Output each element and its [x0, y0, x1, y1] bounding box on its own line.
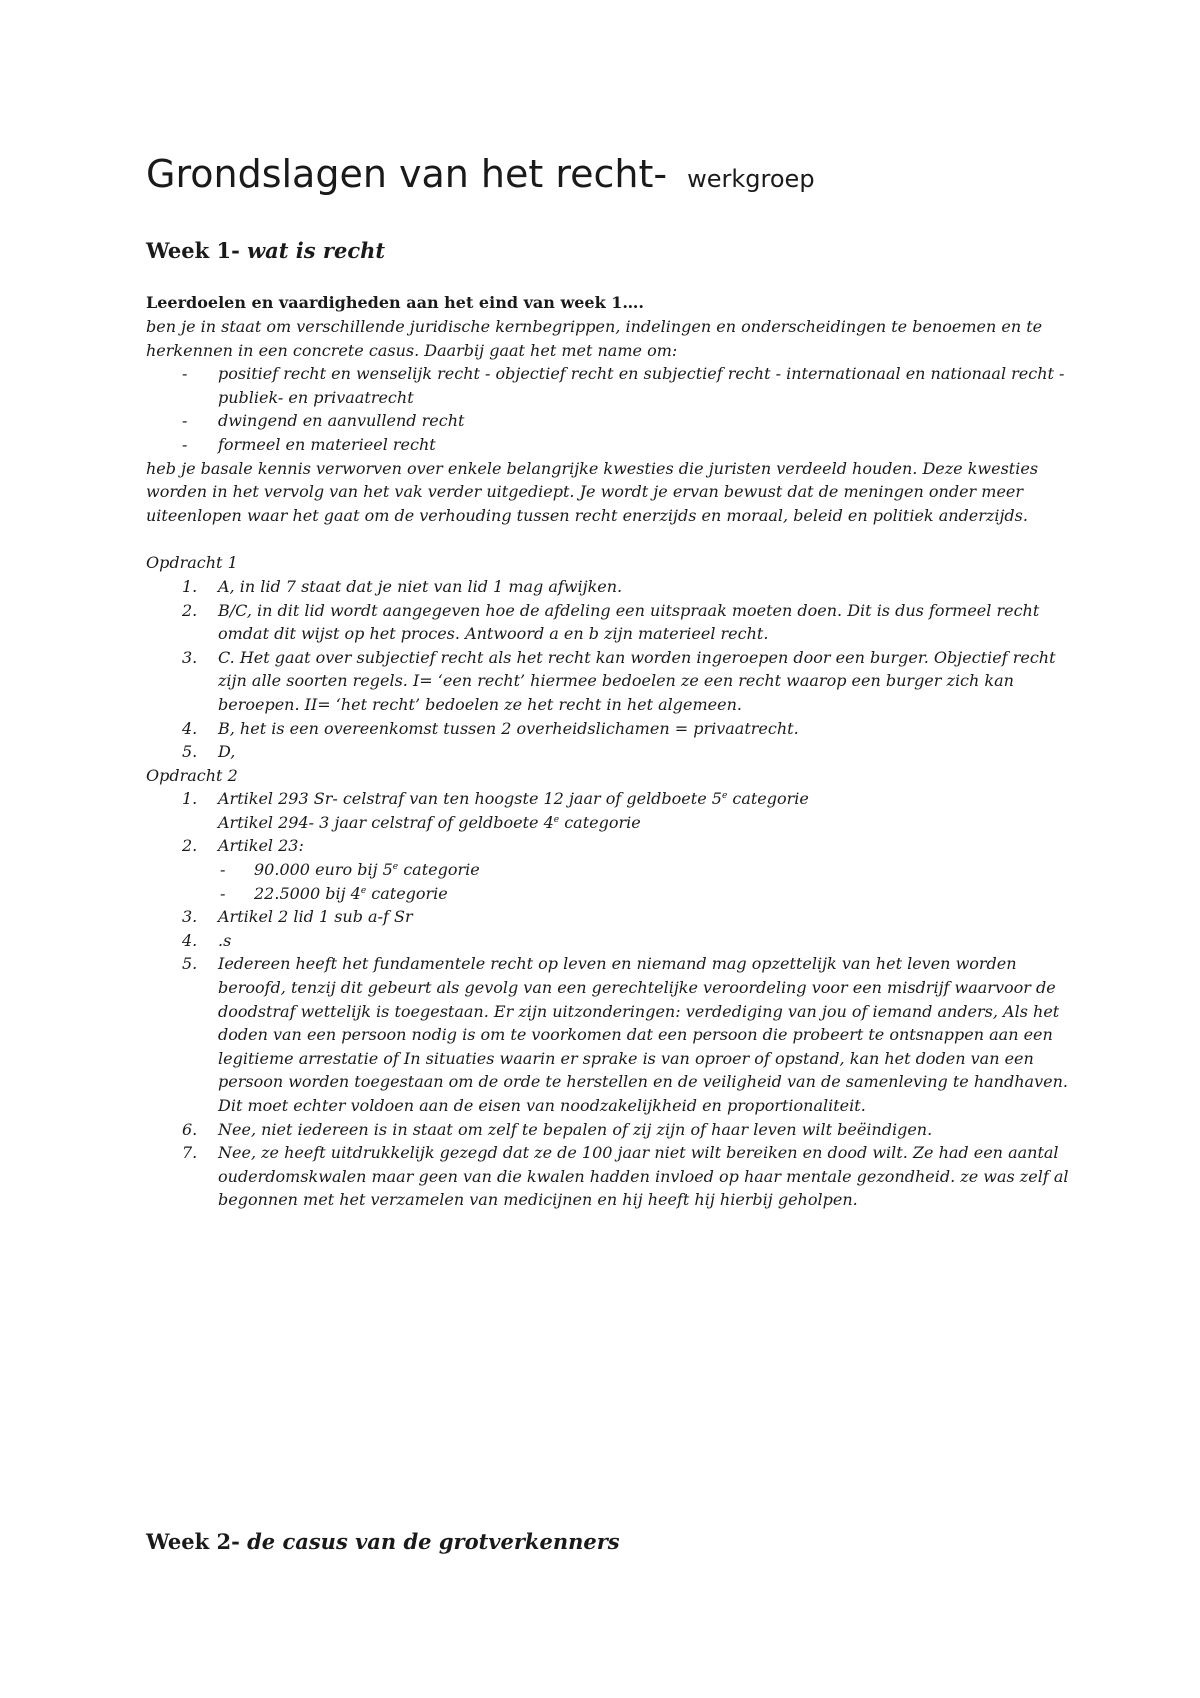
- title-main: Grondslagen van het recht-: [146, 152, 668, 196]
- item-text: Nee, ze heeft uitdrukkelijk gezegd dat ze de 100 jaar niet wilt bereiken en dood wilt. Ze had een aantal ouderdomskwalen maar geen van die kwalen hadden invloed op haar mentale gezondheid. ze was zelf al begonnen met het verzamelen van medicijnen en hij heeft hij hierbij geholpen.: [218, 1143, 1069, 1210]
- list-item: [182, 787, 1076, 834]
- week2-label: Week 2-: [146, 1529, 240, 1554]
- opdracht2-heading: Opdracht 2: [146, 765, 238, 785]
- list-item: [182, 1118, 1076, 1142]
- sub-list-item: [254, 882, 1076, 906]
- item-text: D,: [218, 742, 236, 762]
- superscript: e: [553, 814, 560, 825]
- list-item: [182, 717, 1076, 741]
- item-text: categorie: [559, 812, 641, 832]
- list-item: [182, 646, 1076, 717]
- item-text: .s: [218, 930, 232, 950]
- list-item: [182, 599, 1076, 646]
- superscript: e: [721, 791, 728, 802]
- list-item: [182, 1141, 1076, 1212]
- item-number: 4.: [182, 718, 198, 738]
- item-text: Artikel 293 Sr- celstraf van ten hoogste 12 jaar of geldboete 5: [218, 789, 722, 809]
- list-item: - dwingend en aanvullend recht: [218, 409, 1076, 433]
- list-item: [182, 905, 1076, 929]
- opdracht1-list: [146, 575, 1076, 764]
- item-number: 2.: [182, 600, 198, 620]
- opdracht1-heading: Opdracht 1: [146, 553, 238, 573]
- item-number: 1.: [182, 576, 198, 596]
- item-number: 3.: [182, 647, 198, 667]
- item-number: 3.: [182, 907, 198, 927]
- week2-topic: de casus van de grotverkenners: [247, 1529, 620, 1554]
- opdracht2-list: [146, 787, 1076, 1212]
- item-text: A, in lid 7 staat dat je niet van lid 1 mag afwijken.: [218, 576, 623, 596]
- week2-heading: [146, 1528, 620, 1556]
- item-text: Artikel 23:: [218, 836, 304, 856]
- week1-heading: [146, 237, 1076, 265]
- list-item: [182, 952, 1076, 1117]
- superscript: e: [392, 862, 399, 873]
- item-text: Nee, niet iedereen is in staat om zelf te bepalen of zij zijn of haar leven wilt beëindigen.: [218, 1119, 933, 1139]
- sub-list: [218, 858, 1076, 905]
- page-title: [146, 150, 1076, 203]
- goals-heading: Leerdoelen en vaardigheden aan het eind van week 1….: [146, 293, 644, 312]
- sub-list-item: [254, 858, 1076, 882]
- list-item: [182, 740, 1076, 764]
- item-text: 90.000 euro bij 5: [254, 860, 393, 880]
- week1-label: Week 1-: [146, 238, 240, 263]
- document-body: [146, 150, 1076, 1212]
- item-number: 5.: [182, 954, 198, 974]
- item-text: Artikel 294- 3 jaar celstraf of geldboete 4: [218, 812, 554, 832]
- item-number: 2.: [182, 836, 198, 856]
- item-number: 7.: [182, 1143, 198, 1163]
- goals-outro: heb je basale kennis verworven over enkele belangrijke kwesties die juristen verdeeld houden. Deze kwesties worden in het vervolg van het vak verder uitgediept. Je wordt je ervan bewust dat de meningen onder meer uiteenlopen waar het gaat om de verhouding tussen recht enerzijds en moraal, beleid en politiek anderzijds.: [146, 458, 1039, 525]
- list-item: - positief recht en wenselijk recht - objectief recht en subjectief recht - internationaal en nationaal recht - publiek- en privaatrecht: [218, 362, 1076, 409]
- goals-list: [146, 362, 1076, 456]
- list-item: - formeel en materieel recht: [218, 433, 1076, 457]
- item-text: categorie: [398, 860, 480, 880]
- goals-intro: ben je in staat om verschillende juridische kernbegrippen, indelingen en onderscheidingen te benoemen en te herkennen in een concrete casus. Daarbij gaat het met name om:: [146, 317, 1043, 360]
- item-text: categorie: [366, 883, 448, 903]
- list-item: [182, 575, 1076, 599]
- item-text: Iedereen heeft het fundamentele recht op leven en niemand mag opzettelijk van het leven worden beroofd, tenzij dit gebeurt als gevolg van een gerechtelijke veroordeling voor een misdrijf waarvoor de doodstraf wettelijk is toegestaan. Er zijn uitzonderingen: verdediging van jou of iemand anders, Als het doden van een persoon nodig is om te voorkomen dat een persoon die probeert te ontsnappen aan een legitieme arrestatie of In situaties waarin er sprake is van oproer of opstand, kan het doden van een persoon worden toegestaan om de orde te herstellen en de veiligheid van de samenleving te handhaven. Dit moet echter voldoen aan de eisen van noodzakelijkheid en proportionaliteit.: [218, 954, 1068, 1115]
- item-text: B, het is een overeenkomst tussen 2 overheidslichamen = privaatrecht.: [218, 718, 799, 738]
- item-text: B/C, in dit lid wordt aangegeven hoe de afdeling een uitspraak moeten doen. Dit is dus formeel recht omdat dit wijst op het proces. Antwoord a en b zijn materieel recht.: [218, 600, 1040, 644]
- list-item: [182, 834, 1076, 905]
- item-text: C. Het gaat over subjectief recht als het recht kan worden ingeroepen door een burger. Objectief recht zijn alle soorten regels. I= ‘een recht’ hiermee bedoelen ze een recht waarop een burger zich kan beroepen. II= ‘het recht’ bedoelen ze het recht in het algemeen.: [218, 647, 1056, 714]
- superscript: e: [360, 885, 367, 896]
- item-text: categorie: [727, 789, 809, 809]
- item-text: 22.5000 bij 4: [254, 883, 361, 903]
- item-number: 5.: [182, 742, 198, 762]
- item-number: 4.: [182, 930, 198, 950]
- item-number: 1.: [182, 789, 198, 809]
- list-item: [182, 929, 1076, 953]
- item-number: 6.: [182, 1119, 198, 1139]
- week1-topic: wat is recht: [247, 238, 386, 263]
- item-text: Artikel 2 lid 1 sub a-f Sr: [218, 907, 413, 927]
- title-sub: werkgroep: [687, 165, 815, 193]
